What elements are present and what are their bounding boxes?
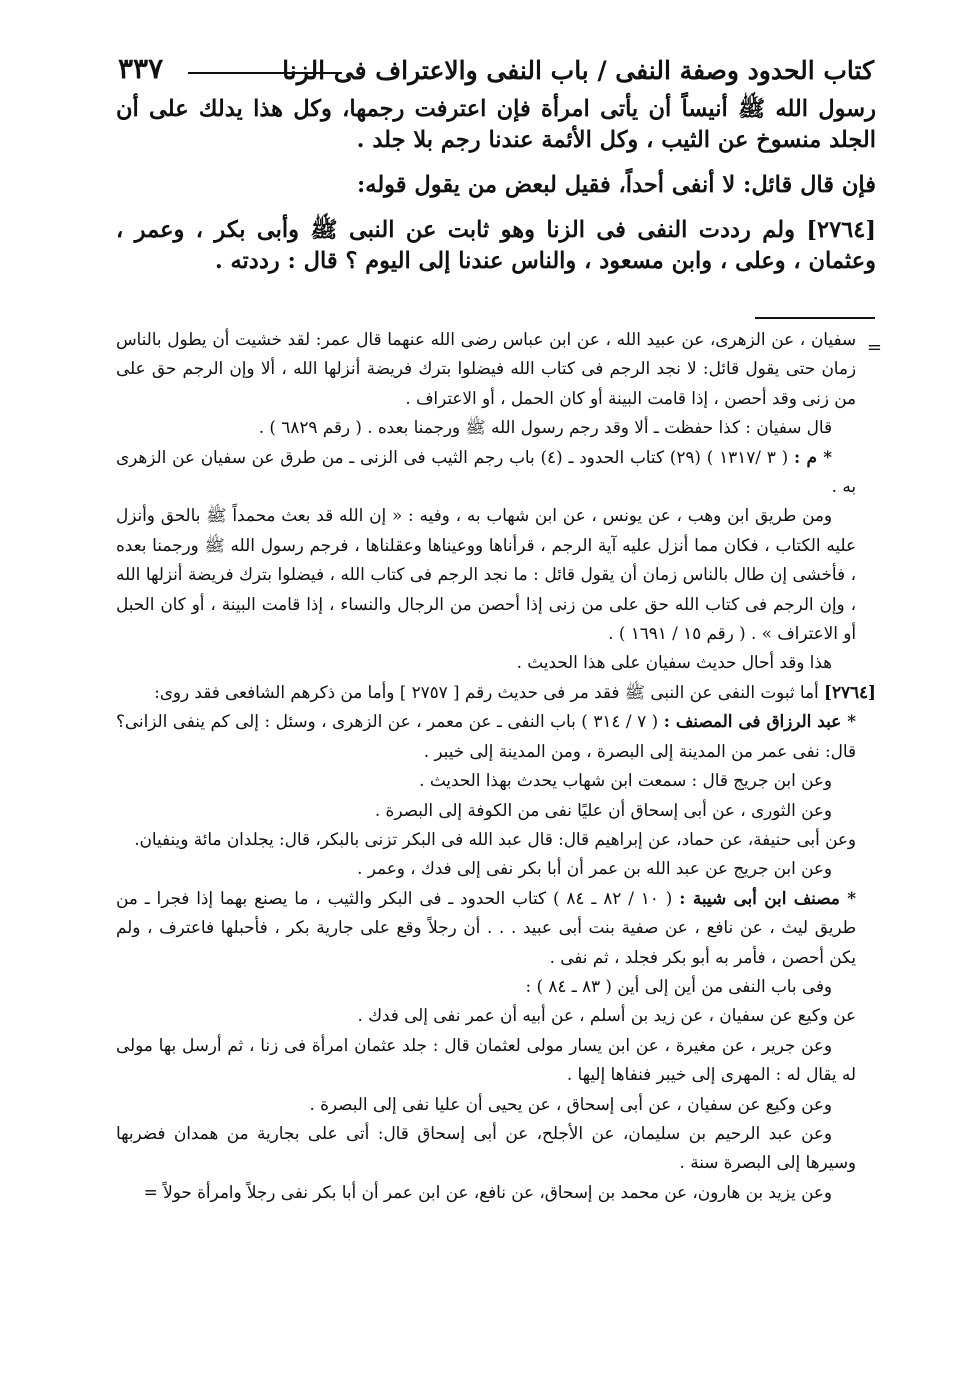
footnote-line: عن وكيع عن سفيان ، عن زيد بن أسلم ، عن أبيه أن عمر نفى إلى فدك . bbox=[357, 1005, 856, 1026]
header-rule bbox=[188, 72, 342, 74]
footnote-line: وعن وكيع عن سفيان ، عن أبى إسحاق ، عن يحيى أن عليا نفى إلى البصرة . bbox=[309, 1093, 832, 1114]
footnote-line: وعن جرير ، عن مغيرة ، عن ابن يسار مولى لعثمان قال : جلد عثمان امرأة فى زنا ، ثم أرسل بها مولى له يقال له : المهرى إلى خيبر فنفاها إليها . bbox=[116, 1034, 856, 1085]
footnote-separator bbox=[755, 317, 875, 319]
source-label: * مصنف ابن أبى شيبة : bbox=[679, 887, 856, 908]
main-paragraph-3 bbox=[116, 215, 876, 277]
header-title: كتاب الحدود وصفة النفى / باب النفى والاعتراف فى الزنا bbox=[282, 56, 874, 85]
footnote-text: أما ثبوت النفى عن النبى ﷺ فقد مر فى حديث رقم [ ٢٧٥٧ ] وأما من ذكرهم الشافعى فقد روى: bbox=[154, 681, 819, 702]
footnote-line bbox=[116, 884, 856, 972]
footnote-line: وفى باب النفى من أين إلى أين ( ٨٣ ـ ٨٤ ) : bbox=[525, 975, 832, 996]
running-header bbox=[118, 52, 874, 92]
footnote-text: وعن يزيد بن هارون، عن محمد بن إسحاق، عن نافع، عن ابن عمر أن أبا بكر نفى رجلاً وامرأة حولاً bbox=[163, 1181, 832, 1202]
source-label: * عبد الرزاق فى المصنف : bbox=[663, 711, 856, 732]
footnotes bbox=[116, 325, 876, 1208]
footnote-line: ومن طريق ابن وهب ، عن يونس ، عن ابن شهاب به ، وفيه : « إن الله قد بعث محمداً ﷺ بالحق وأنزل عليه الكتاب ، فكان مما أنزل عليه آية الرجم ، قرأناها ووعيناها وعقلناها ، فرجم رسول الله ﷺ ورجمنا بعده ، فأخشى إن طال بالناس زمان أن يقول قائل : ما نجد الرجم فى كتاب الله ، فيضلوا بترك فريضة أنزلها الله ، وإن الرجم فى كتاب الله حق على من زنى إذا أحصن من الرجال والنساء ، إذا قامت البينة ، أو كان الحبل أو الاعتراف » . ( رقم ١٥ / ١٦٩١ ) . bbox=[116, 505, 856, 644]
footnote-line: وعن ابن جريج قال : سمعت ابن شهاب يحدث بهذا الحديث . bbox=[419, 770, 832, 791]
footnote-line: وعن الثورى ، عن أبى إسحاق أن عليًا نفى من الكوفة إلى البصرة . bbox=[374, 799, 832, 820]
footnote-line: وعن أبى حنيفة، عن حماد، عن إبراهيم قال: قال عبد الله فى البكر تزنى بالبكر، قال: يجلدان مائة وينفيان. bbox=[134, 828, 856, 849]
page-number: ٣٣٧ bbox=[118, 52, 164, 85]
continuation-marker: = bbox=[866, 337, 882, 358]
hadith-number: [٢٧٦٤] bbox=[806, 217, 876, 243]
footnote-text: ( ٣ /١٣١٧ ) (٢٩) كتاب الحدود ـ (٤) باب رجم الثيب فى الزنى ـ من طرق عن سفيان عن الزهرى به . bbox=[116, 446, 856, 497]
footnote-text: ( ٧ / ٣١٤ ) باب النفى ـ عن معمر ، عن الزهرى ، وسئل : إلى كم ينفى الزانى؟ قال: نفى عمر من المدينة إلى البصرة ، ومن المدينة إلى خيبر . bbox=[116, 711, 856, 761]
main-paragraph-1: رسول الله ﷺ أنيساً أن يأتى امرأة فإن اعترفت رجمها، وكل هذا يدلك على أن الجلد منسوخ عن الثيب ، وكل الأئمة عندنا رجم بلا جلد . bbox=[116, 96, 876, 153]
main-paragraph-2: فإن قال قائل: لا أنفى أحداً، فقيل لبعض من يقول قوله: bbox=[356, 172, 876, 198]
paragraph-gap bbox=[116, 201, 876, 215]
footnote-line: قال سفيان : كذا حفظت ـ ألا وقد رجم رسول الله ﷺ ورجمنا بعده . ( رقم ٦٨٢٩ ) . bbox=[258, 417, 832, 438]
hadith-ref-number: [٢٧٦٤] bbox=[824, 681, 876, 702]
continuation-marker: = bbox=[143, 1182, 158, 1203]
footnote-text: ( ١٠ / ٨٢ ـ ٨٤ ) كتاب الحدود ـ فى البكر والثيب ، ما يصنع بهما إذا فجرا ـ من طريق ليث ، عن نافع ، عن صفية بنت أبى عبيد . . . أن رجلاً وقع على جارية بكر ، فأحبلها فاعترف ، ولم يكن أحصن ، فأمر به أبو بكر فجلد ، ثم نفى . bbox=[116, 887, 856, 967]
footnote-line: وعن ابن جريج عن عبد الله بن عمر أن أبا بكر نفى إلى فدك ، وعمر . bbox=[357, 858, 832, 879]
footnote-line bbox=[116, 443, 856, 502]
paragraph-gap bbox=[116, 156, 876, 170]
footnote-line: هذا وقد أحال حديث سفيان على هذا الحديث . bbox=[516, 652, 832, 673]
footnote-line bbox=[116, 707, 856, 766]
source-label: * م : bbox=[793, 446, 833, 467]
footnote-line bbox=[116, 678, 876, 707]
footnote-line bbox=[116, 1178, 856, 1208]
footnote-line: سفيان ، عن الزهرى، عن عبيد الله ، عن ابن عباس رضى الله عنهما قال عمر: لقد خشيت أن يطول بالناس زمان حتى يقول قائل: لا نجد الرجم فى كتاب الله فيضلوا بترك فريضة أنزلها الله ، ألا وإن الرجم حق على من زنى وقد أحصن ، إذا قامت البينة أو كان الحمل ، أو الاعتراف . bbox=[116, 329, 856, 408]
hadith-text: ولم رددت النفى فى الزنا وهو ثابت عن النبى ﷺ وأبى بكر ، وعمر ، وعثمان ، وعلى ، وابن مسعود ، والناس عندنا إلى اليوم ؟ قال : رددته . bbox=[116, 217, 876, 274]
footnote-line: وعن عبد الرحيم بن سليمان، عن الأجلح، عن أبى إسحاق قال: أتى على بجارية من همدان فضربها وسيرها إلى البصرة سنة . bbox=[116, 1122, 856, 1173]
main-text bbox=[116, 94, 876, 277]
